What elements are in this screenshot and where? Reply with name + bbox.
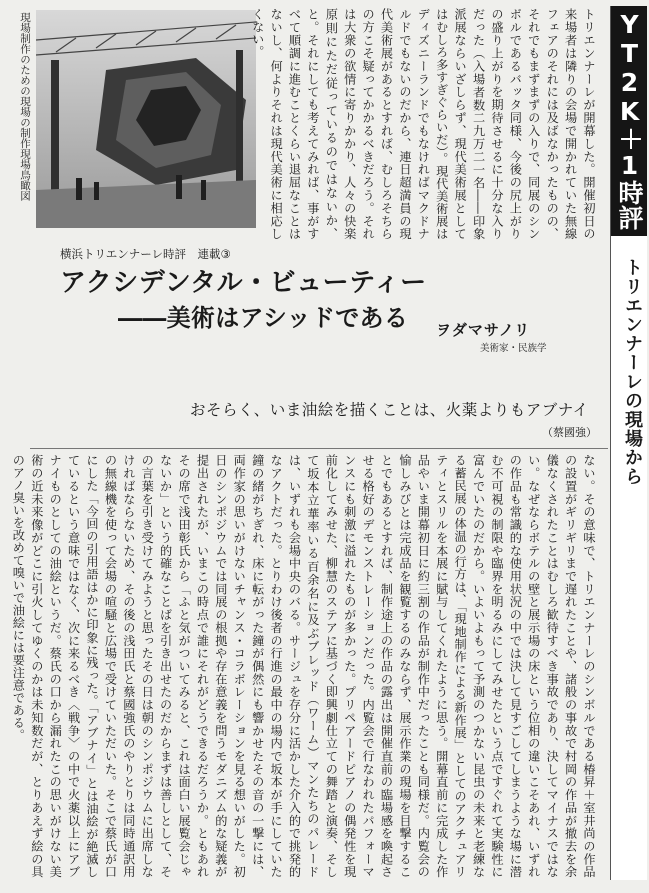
pull-quote: おそらく、いま油絵を描くことは、火薬よりもアブナイ (190, 401, 589, 419)
article-body-top: トリエンナーレが開幕した。開催初日の来場者は隣りの会場で開かれていた無線フェアのそれには及ばなかったものの、それでもまずまずの入りで、同展のシンボルであるバッタ同様、今後の尻上がりの盛り上がりを期待させるに十分な入りだった（入場者数二九万二一名――印象派展ならいざしらず、現代美術展としてはむしろ多すぎぐらいだ）。現代美術展はディズニーランドでもなければマクドナルドでもないのだから、連日超満員の現代美術展があるとすれば、むしろそちらの方こそ疑ってかかるべきだろう。それは大衆の欲情に寄りかかり、人々の快楽原則にただ従っているのではないか、と。それにしても考えてみれば、事がすべて順調に進むことくらい退屈なことはないし、何よりそれは現代美術に相応しくない。 (250, 8, 596, 240)
headline: アクシデンタル・ビューティー (60, 268, 427, 298)
column-masthead (610, 6, 647, 880)
section-divider (30, 448, 608, 449)
author-name: ヲダマサノリ (436, 321, 531, 339)
article-body-bottom: ない。その意味で、トリエンナーレのシンボルである椿昇＋室井尚の作品の設置がギリギリまで遅れたことや、諸般の事故で村岡の作品が撤去を余儀なくされたことはむしろ歓待すべき事故であり、決してマイナスではない。なぜならボテルの壁と展示場の床という位相の違いこそあれ、いずれの作品も常識的な使用状況の中では決して見すごしてしまうような場に潜む不可視の制限や臨界を明るみにしてみせたという点ですぐれて実験性に富んでいたのだから。いよいよもって予測のつかない昆虫の未来と老練なる蓄民展の体温の行方は、「現地制作による新作展」としてのアクチュアリティとスリルを本展に賦与してくれたように思う。開幕直前に完成した作品やいま開幕初日に約三割の作品が制作中だったことも同様だ。内覧会の愉しみびとは完成品を観覧するのみならず、展示作業の現場を目撃することでもあるとすれば、制作途上の作品の露出は開催直前の臨場感を喚起させる格好のデモンストレーションだった。内覧会で行なわれたパフォーマンスにも刺激に溢れたものが多かった。プリペアードピアノの偶発性を現前化してみせた、柳慧のステアに基づく即興劇仕立ての舞踏と演奏、そして坂本立華率いる百余名に及ぶブレッド（ワーム）マンたちのパレードは、いずれも会場中央のバる。サージュを存分に活かした介入的で挑発的なアクトだった。とりわけ後者の行進の最中の場内で坂本が手にしていた鐘の緒がちぎれ、床に転がった鐘が偶然にも響かせたその音の一撃には、両作家の思いがけないチャンス・コラボレーションを見る想いがした。初日のシンポジウムでは同展の根拠や存在意義を問うモダニズム的な疑義が提出されたが、いまこの時点で誰にそれがどうできるだろうか。ともあれその席で浅田彰氏から「ふと気がついてみると、これは面白い展覧会じゃないか」という的確なことばを引き出せたのだからまずは善しとして、その言葉を引き受けてみようと思ったその日は朝のシンポジウムに出席しなければならないため、その後の浅田氏と蔡國強氏のやりとりは同時通訳用の無線機を使って会場の喧騒と広場で受けていただいた。そこで蔡氏が口にした「今回の引用語はかに印象に残った。「アブナイ」とは油絵が絶滅しているという意味ではなく、次に来るべき〈戦争〉の中で火薬以上にアブナイものとしての油絵というだ。蔡氏の口から漏れたこの思いがけない美術の近未来像がどこに引火してゆくのかは未知数だが、とりあえず絵の具のアノ臭いを改めて嗅いで油絵には要注意である。 (11, 454, 596, 878)
photo-image (36, 10, 256, 228)
pull-quote-attribution: （蔡國強） (542, 426, 597, 439)
column-subtitle: トリエンナーレの現場から (622, 258, 643, 486)
author-role: 美術家・民族学 (480, 343, 547, 354)
photo-caption: 現場制作のための現場の制作現場鳥瞰図 (19, 12, 31, 201)
subheadline: ――美術はアシッドである (118, 303, 409, 332)
column-title: YT2K＋1時評 (611, 6, 647, 236)
series-label: 横浜トリエンナーレ時評 連載③ (60, 247, 231, 261)
exhibition-photo (36, 10, 256, 228)
